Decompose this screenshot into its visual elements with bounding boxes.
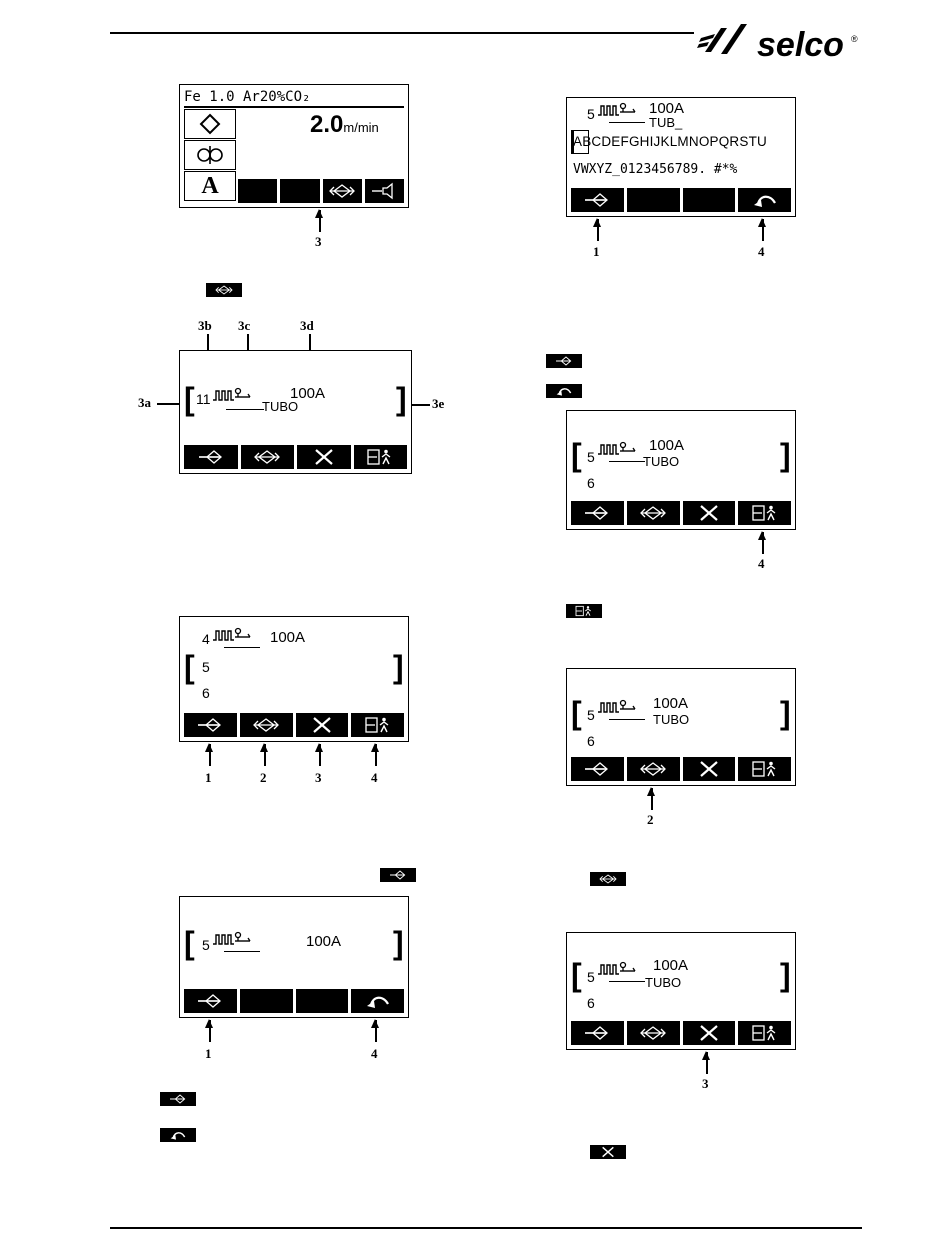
alphabet-row-1: ABCDEFGHIJKLMNOPQRSTU: [573, 134, 767, 149]
softkey-delete[interactable]: [683, 757, 736, 781]
amp-letter: A: [201, 172, 219, 199]
selco-logo: [695, 14, 865, 64]
lcd-screen-job-copy: [566, 668, 796, 786]
callout-4: 4: [758, 244, 765, 259]
label-3d: 3d: [300, 318, 314, 333]
softkey-swap[interactable]: [627, 1021, 680, 1045]
name-underline: [609, 122, 645, 123]
bracket-open: [: [184, 381, 195, 417]
callout-4: 4: [371, 770, 378, 785]
callout-arrow-3: [706, 1052, 708, 1074]
enter-icon: [582, 1024, 612, 1042]
exit-icon: [750, 1024, 780, 1042]
callout-arrow-4: [375, 744, 377, 766]
softkey-exit[interactable]: [351, 713, 404, 737]
bracket-open: [: [184, 925, 195, 961]
job-next-number: 6: [587, 995, 595, 1011]
undo-icon: [363, 992, 393, 1010]
softkey-delete[interactable]: [297, 445, 351, 469]
button-row: [571, 1021, 791, 1045]
inline-enter-icon: [546, 354, 582, 368]
callout-1: 1: [205, 1046, 212, 1061]
job-current: 100A: [649, 437, 685, 454]
pulse-torch-icon: [212, 931, 252, 947]
shape-button[interactable]: [184, 109, 236, 139]
pulse-torch-icon: [597, 102, 637, 118]
name-underline: [224, 951, 260, 952]
bracket-open: [: [571, 437, 582, 473]
callout-1: 1: [593, 244, 600, 259]
label-3a: 3a: [138, 395, 151, 410]
softkey-enter[interactable]: [184, 989, 237, 1013]
softkey-empty-2[interactable]: [280, 179, 319, 203]
material-title: Fe 1.0 Ar20%CO₂: [184, 89, 311, 105]
softkey-swap[interactable]: [627, 757, 680, 781]
inline-close-icon: [590, 1145, 626, 1159]
undo-icon: [750, 191, 780, 209]
side-button-col: [184, 109, 236, 199]
job-number: 11: [196, 391, 211, 407]
job-prev-number: 4: [202, 631, 210, 647]
callout-4: 4: [371, 1046, 378, 1061]
header-rule: [110, 32, 694, 34]
pulse-torch-icon: [597, 441, 637, 457]
callout-arrow-2: [651, 788, 653, 810]
bracket-open: [: [184, 649, 195, 685]
button-row: [184, 989, 404, 1013]
pulse-torch-icon: [597, 961, 637, 977]
softkey-swap[interactable]: [627, 501, 680, 525]
enter-icon: [582, 504, 612, 522]
close-icon: [694, 1024, 724, 1042]
lcd-screen-new-job: [179, 896, 409, 1018]
enter-icon: [195, 716, 225, 734]
softkey-delete[interactable]: [683, 501, 736, 525]
exit-icon: [750, 504, 780, 522]
softkey-empty-1[interactable]: [240, 989, 293, 1013]
wire-speed-value: 2.0: [310, 111, 344, 138]
job-name: TUBO: [645, 975, 682, 990]
job-selected-number: 5: [202, 659, 210, 675]
job-next-number: 6: [202, 685, 210, 701]
job-current: 100A: [653, 957, 689, 974]
wire-speed-unit: m/min: [343, 120, 379, 135]
callout-arrow-4: [762, 219, 764, 241]
job-name: TUBO: [643, 454, 680, 469]
footer-rule: [110, 1227, 862, 1229]
enter-icon: [582, 191, 612, 209]
pulse-torch-icon: [212, 387, 252, 403]
softkey-exit[interactable]: [738, 501, 791, 525]
brand-text: selco: [757, 26, 844, 64]
title-underline: [184, 106, 404, 108]
lcd-screen-job-edit: [179, 350, 412, 474]
close-icon: [309, 448, 339, 466]
softkey-enter[interactable]: [184, 445, 238, 469]
bracket-close: ]: [780, 957, 791, 993]
close-icon: [694, 760, 724, 778]
softkey-empty-1[interactable]: [627, 188, 680, 212]
amp-button[interactable]: [184, 171, 236, 201]
inline-swap-icon: [206, 283, 242, 297]
softkey-enter[interactable]: [571, 188, 624, 212]
wire-speed-readout: [310, 111, 379, 139]
close-icon: [694, 504, 724, 522]
softkey-swap[interactable]: [241, 445, 295, 469]
softkey-undo[interactable]: [351, 989, 404, 1013]
job-current: 100A: [290, 385, 326, 402]
job-number: 5: [202, 937, 210, 953]
softkey-exit[interactable]: [738, 757, 791, 781]
alphabet-row-2: VWXYZ_0123456789. #*%: [573, 162, 738, 177]
callout-arrow-2: [264, 744, 266, 766]
button-row: [571, 501, 791, 525]
job-current: 100A: [306, 933, 342, 950]
button-row: [238, 179, 404, 203]
softkey-exit[interactable]: [738, 1021, 791, 1045]
bracket-close: ]: [393, 649, 404, 685]
softkey-delete[interactable]: [296, 713, 349, 737]
callout-arrow-4: [762, 532, 764, 554]
inline-exit-icon: [566, 604, 602, 618]
softkey-enter[interactable]: [571, 757, 624, 781]
label-3c: 3c: [238, 318, 251, 333]
bracket-close: ]: [396, 381, 407, 417]
callout-arrow-3: [319, 210, 321, 232]
speaker-icon: [369, 182, 399, 200]
inline-undo-icon: [546, 384, 582, 398]
diamond-icon: [199, 113, 221, 135]
job-next-number: 6: [587, 733, 595, 749]
softkey-speaker[interactable]: [365, 179, 404, 203]
wire-spool-button[interactable]: [184, 140, 236, 170]
softkey-enter[interactable]: [571, 501, 624, 525]
inline-undo-icon: [160, 1128, 196, 1142]
job-number: 5: [587, 969, 595, 985]
name-underline: [609, 719, 645, 720]
button-row: [571, 757, 791, 781]
bracket-close: ]: [780, 695, 791, 731]
bracket-open: [: [571, 695, 582, 731]
prev-underline: [224, 647, 260, 648]
job-current: 100A: [649, 100, 685, 117]
selco-mark-icon: [695, 14, 865, 64]
registered-mark: ®: [851, 34, 858, 44]
callout-arrow-4: [375, 1020, 377, 1042]
inline-enter-icon: [380, 868, 416, 882]
job-name: TUBO: [262, 399, 299, 414]
job-current: 100A: [653, 695, 689, 712]
softkey-undo[interactable]: [738, 188, 791, 212]
bracket-close: ]: [780, 437, 791, 473]
swap-icon: [252, 448, 282, 466]
callout-arrow-3: [319, 744, 321, 766]
softkey-enter[interactable]: [184, 713, 237, 737]
swap-icon: [251, 716, 281, 734]
softkey-delete[interactable]: [683, 1021, 736, 1045]
callout-1: 1: [205, 770, 212, 785]
job-number: 5: [587, 449, 595, 465]
job-prev-current: 100A: [270, 629, 306, 646]
softkey-enter[interactable]: [571, 1021, 624, 1045]
pulse-torch-icon: [212, 627, 252, 643]
softkey-exit[interactable]: [354, 445, 408, 469]
enter-icon: [196, 448, 226, 466]
lcd-screen-job-saved: [566, 410, 796, 530]
bracket-open: [: [571, 957, 582, 993]
softkey-empty-2[interactable]: [296, 989, 349, 1013]
softkey-swap[interactable]: [323, 179, 362, 203]
callout-arrow-1: [209, 1020, 211, 1042]
button-row: [184, 713, 404, 737]
button-row: [184, 445, 407, 469]
swap-icon: [327, 182, 357, 200]
callout-3: 3: [315, 234, 322, 249]
job-name: TUBO: [653, 712, 690, 727]
callout-4: 4: [758, 556, 765, 571]
callout-arrow-1: [597, 219, 599, 241]
job-name-entry: TUB_: [649, 115, 683, 130]
lcd-screen-main: [179, 84, 409, 208]
exit-icon: [750, 760, 780, 778]
exit-icon: [363, 716, 393, 734]
softkey-empty-1[interactable]: [238, 179, 277, 203]
button-row: [571, 188, 791, 212]
exit-icon: [365, 448, 395, 466]
label-3e: 3e: [432, 396, 445, 411]
name-underline: [226, 409, 264, 410]
bracket-close: ]: [393, 925, 404, 961]
name-underline: [609, 981, 645, 982]
callout-2: 2: [647, 812, 654, 827]
callout-arrow-1: [209, 744, 211, 766]
callout-2: 2: [260, 770, 267, 785]
job-next-number: 6: [587, 475, 595, 491]
callout-3: 3: [702, 1076, 709, 1091]
lcd-screen-job-list: [179, 616, 409, 742]
swap-icon: [638, 1024, 668, 1042]
inline-enter-icon: [160, 1092, 196, 1106]
softkey-empty-2[interactable]: [683, 188, 736, 212]
enter-icon: [582, 760, 612, 778]
swap-icon: [638, 504, 668, 522]
softkey-swap[interactable]: [240, 713, 293, 737]
swap-icon: [638, 760, 668, 778]
label-3b: 3b: [198, 318, 212, 333]
callout-3: 3: [315, 770, 322, 785]
inline-swap-icon: [590, 872, 626, 886]
job-number: 5: [587, 707, 595, 723]
close-icon: [307, 716, 337, 734]
wire-spool-icon: [195, 144, 225, 166]
enter-icon: [195, 992, 225, 1010]
lcd-screen-name-entry: [566, 97, 796, 217]
pulse-torch-icon: [597, 699, 637, 715]
job-number: 5: [587, 106, 595, 122]
name-underline: [609, 461, 645, 462]
lcd-screen-job-delete: [566, 932, 796, 1050]
